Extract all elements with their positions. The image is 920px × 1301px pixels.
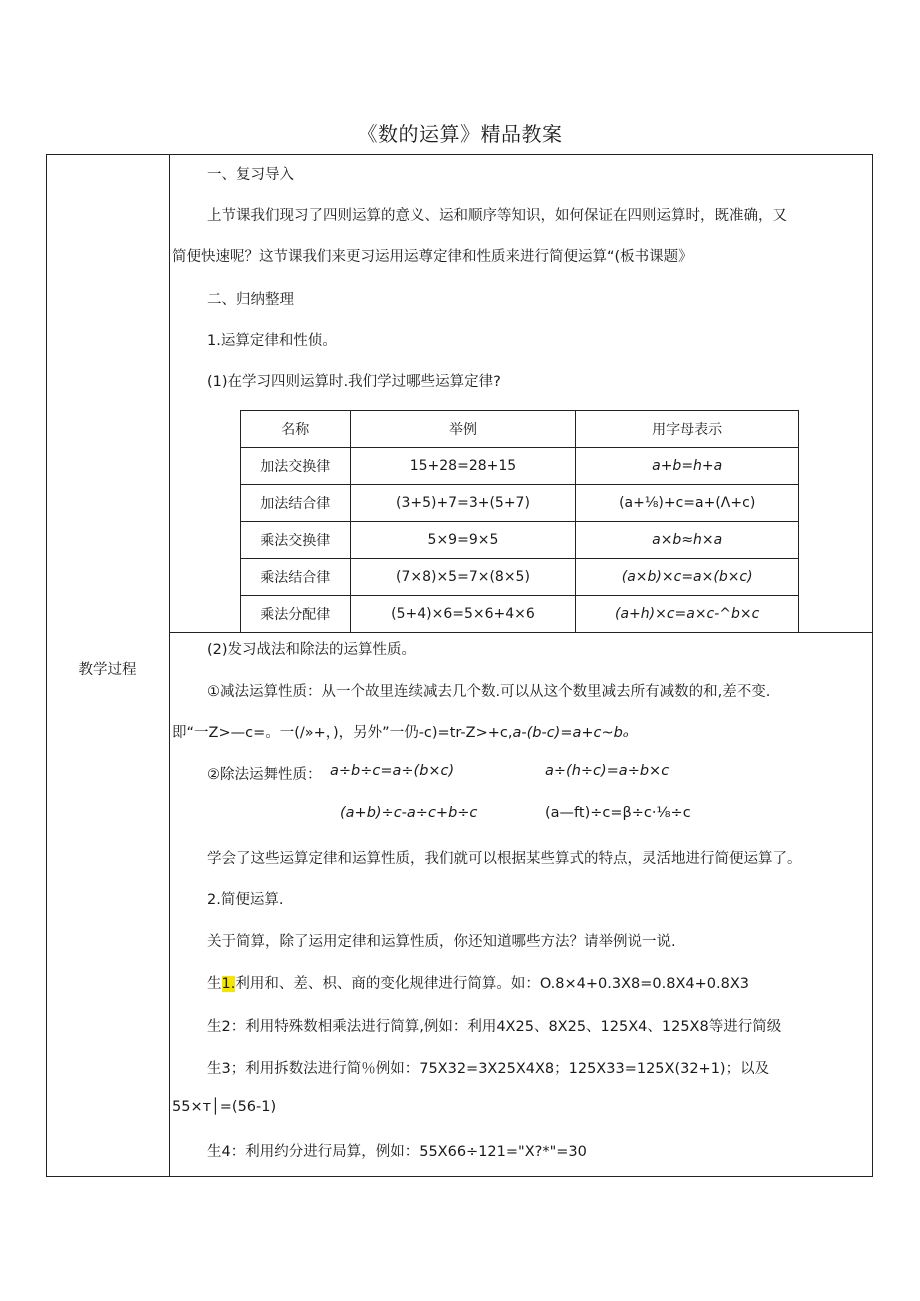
subheading-laws: 1.运算定律和性侦。 <box>207 333 337 349</box>
division-formula-2: a÷(h÷c)=a÷b×c <box>545 763 670 779</box>
subtraction-formula-1: 即“一Z>—c=。一(/»+，)，另外”一仍-c)=tr-Z>+c, <box>172 725 513 741</box>
operation-laws-table <box>240 410 799 632</box>
page-title: 《数的运算》精品教案 <box>357 122 563 146</box>
table-row <box>241 485 799 522</box>
section-label-teaching-process: 教学过程 <box>78 662 137 678</box>
subtraction-property-example <box>172 721 629 742</box>
heading-review-intro: 一、复习导入 <box>207 167 294 183</box>
law-name: 加法结合律 <box>241 485 351 522</box>
table-header-row <box>241 411 799 448</box>
heading-summary: 二、归纳整理 <box>207 292 294 308</box>
student-answer-1-text: 利用和、差、枳、商的变化规律进行简算。如：O.8×4+0.3X8=0.8X4+0.8X3 <box>235 976 749 992</box>
law-name: 乘法交换律 <box>241 522 351 559</box>
table-header-formula: 用字母表示 <box>576 411 799 448</box>
question-laws: (1)在学习四则运算时.我们学过哪些运算定律? <box>207 374 501 390</box>
law-example: 5×9=9×5 <box>350 522 576 559</box>
table-row <box>241 448 799 485</box>
summary-paragraph: 学会了这些运算定律和运算性质，我们就可以根据某些算式的特点，灵活地进行简便运算了。 <box>207 851 802 867</box>
division-formula-3: (a+b)÷c-a÷c+b÷c <box>340 805 478 821</box>
law-formula: a+b=h+a <box>576 448 799 485</box>
column-divider <box>169 154 170 1177</box>
law-example: (5+4)×6=5×6+4×6 <box>350 596 576 633</box>
student-answer-4: 生4：利用约分进行局算，例如：55X66÷121="X?*"=30 <box>207 1144 587 1160</box>
law-formula: (a+⅛)+c=a+(Λ+c) <box>576 485 799 522</box>
law-example: 15+28=28+15 <box>350 448 576 485</box>
subheading-simplified: 2.简便运算. <box>207 892 284 908</box>
subtraction-property: ①减法运算性质：从一个故里连续减去几个数.可以从这个数里减去所有减数的和,差不变. <box>207 684 771 700</box>
law-name: 加法交换律 <box>241 448 351 485</box>
student-answer-3: 生3；利用拆数法进行简％例如：75X32=3X25X4X8；125X33=125X(32+1)；以及 <box>207 1061 770 1077</box>
student-label: 生 <box>207 976 222 992</box>
table-row <box>241 559 799 596</box>
subtraction-formula-2: a-(b-c)=a+c~bₒ <box>512 725 629 741</box>
law-formula: (a×b)×c=a×(b×c) <box>576 559 799 596</box>
question-methods: 关于简算，除了运用定律和运算性质，你还知道哪些方法？请举例说一说. <box>207 934 676 950</box>
law-formula: (a+h)×c=a×c-^b×c <box>576 596 799 633</box>
table-row <box>241 596 799 633</box>
student-answer-3-continued: 55×т│=(56-1) <box>172 1099 277 1115</box>
table-header-example: 举例 <box>350 411 576 448</box>
student-answer-1 <box>207 972 749 993</box>
law-name: 乘法结合律 <box>241 559 351 596</box>
paragraph-intro-1: 上节课我们现习了四则运算的意义、运和顺序等知识，如何保证在四则运算时，既准确，又 <box>207 208 787 224</box>
table-row <box>241 522 799 559</box>
paragraph-intro-2: 简便快速呢？这节课我们来更习运用运尊定律和性质来进行简便运算“(板书课题》 <box>172 249 693 265</box>
table-header-name: 名称 <box>241 411 351 448</box>
student-answer-2: 生2：利用特殊数相乘法进行简算,例如：利用4X25、8X25、125X4、125X8等进行简级 <box>207 1019 782 1035</box>
division-formula-1: a÷b÷c=a÷(b×c) <box>330 763 455 779</box>
law-formula: a×b≈h×a <box>576 522 799 559</box>
row-divider <box>169 632 873 633</box>
highlighted-number: 1. <box>221 976 236 992</box>
division-formula-4: (a—ft)÷c=β÷c⋅⅛÷c <box>545 805 691 821</box>
subheading-properties: (2)发习战法和除法的运算性质。 <box>207 642 417 658</box>
law-example: (3+5)+7=3+(5+7) <box>350 485 576 522</box>
law-name: 乘法分配律 <box>241 596 351 633</box>
division-property-label: ②除法运舞性质： <box>207 767 322 783</box>
law-example: (7×8)×5=7×(8×5) <box>350 559 576 596</box>
